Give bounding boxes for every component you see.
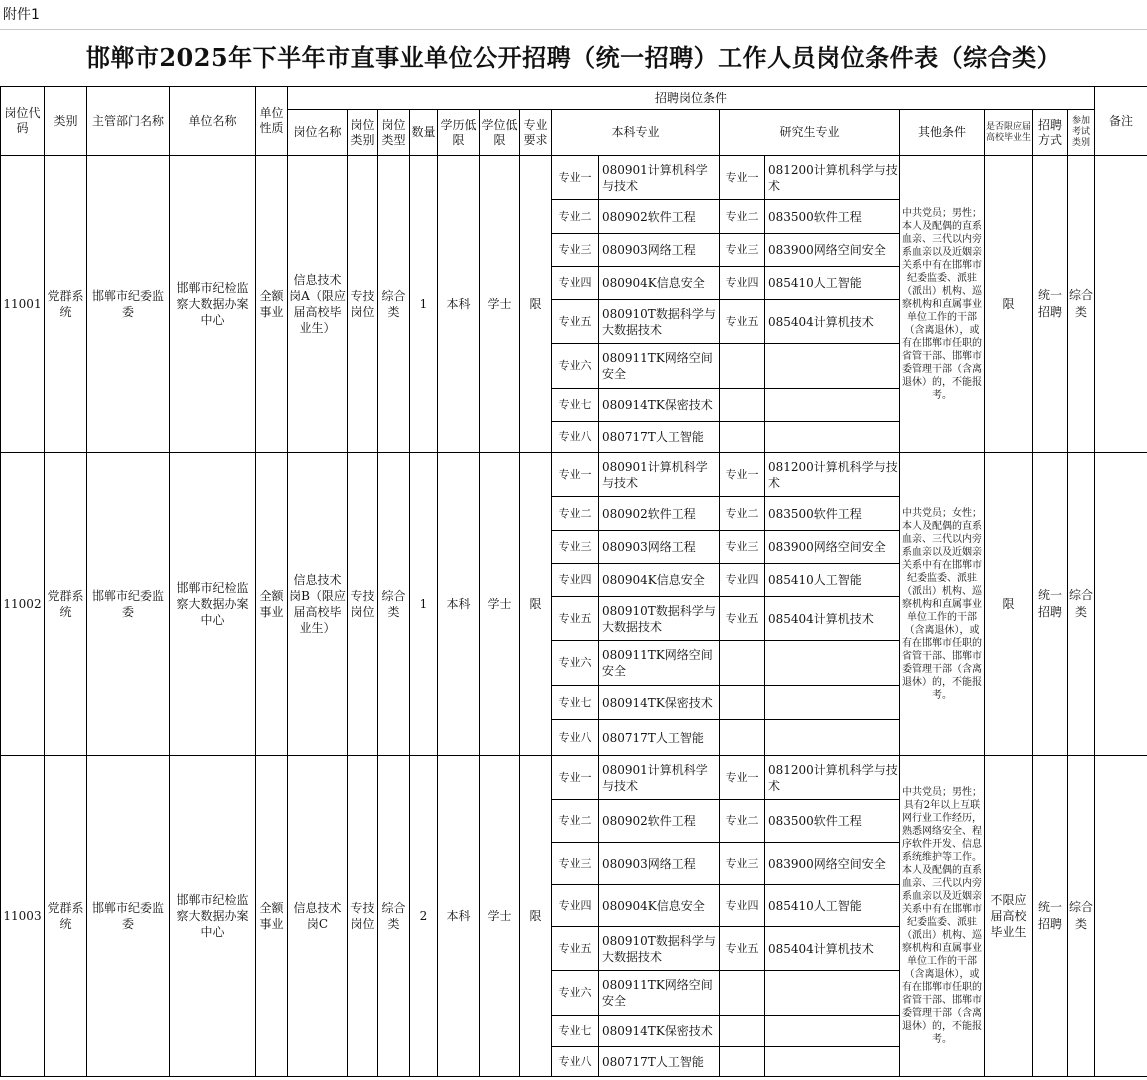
col-remark: 备注 [1095, 87, 1147, 156]
col-major-req: 专业要求 [520, 110, 552, 156]
cell-bachelor-label: 专业八 [552, 1047, 599, 1077]
cell-major-req: 限 [520, 756, 552, 1077]
cell-bachelor-label: 专业二 [552, 800, 599, 843]
cell-bachelor-label: 专业一 [552, 156, 599, 200]
cell-bachelor-major: 080717T人工智能 [599, 1047, 720, 1077]
cell-graduate-major: 083500软件工程 [765, 200, 900, 234]
cell-exam-cat: 综合类 [1068, 453, 1095, 756]
cell-method: 统一招聘 [1033, 156, 1068, 453]
cell-method: 统一招聘 [1033, 756, 1068, 1077]
cell-graduate-major: 085404计算机技术 [765, 597, 900, 641]
cell-graduate-label: 专业三 [720, 234, 765, 267]
col-method: 招聘方式 [1033, 110, 1068, 156]
cell-remark [1095, 756, 1147, 1077]
cell-graduate-major [765, 389, 900, 422]
cell-graduate-label: 专业五 [720, 597, 765, 641]
cell-bachelor-label: 专业一 [552, 453, 599, 497]
cell-bachelor-major: 080904K信息安全 [599, 267, 720, 300]
cell-bachelor-major: 080901计算机科学与技术 [599, 756, 720, 800]
cell-edu: 本科 [438, 453, 480, 756]
cell-post-code: 11002 [1, 453, 45, 756]
cell-graduate-label: 专业二 [720, 497, 765, 531]
cell-dept: 邯郸市纪委监委 [87, 453, 170, 756]
cell-nature: 全额事业 [256, 756, 288, 1077]
cell-bachelor-label: 专业五 [552, 597, 599, 641]
col-post-name: 岗位名称 [288, 110, 348, 156]
cell-category: 党群系统 [45, 756, 87, 1077]
col-nature: 单位性质 [256, 87, 288, 156]
cell-graduate-major [765, 1016, 900, 1047]
cell-dept: 邯郸市纪委监委 [87, 156, 170, 453]
col-other: 其他条件 [900, 110, 985, 156]
cell-exam-cat: 综合类 [1068, 756, 1095, 1077]
cell-edu: 本科 [438, 156, 480, 453]
cell-bachelor-major: 080910T数据科学与大数据技术 [599, 597, 720, 641]
cell-other-conditions: 中共党员；男性；具有2年以上互联网行业工作经历，熟悉网络安全、程序软件开发、信息系统维护等工作。本人及配偶的直系血亲、三代以内旁系血亲以及近姻亲关系中有在邯郸市纪委监委、派驻（派出）机构、巡察机构和直属事业单位工作的干部（含离退休），或有在邯郸市任职的省管干部、邯郸市委管理干部（含离退休）的，不能报考。 [900, 756, 985, 1077]
cell-graduate-label [720, 641, 765, 686]
cell-dept: 邯郸市纪委监委 [87, 756, 170, 1077]
cell-bachelor-major: 080911TK网络空间安全 [599, 344, 720, 389]
cell-bachelor-label: 专业七 [552, 1016, 599, 1047]
cell-graduate-label: 专业二 [720, 800, 765, 843]
cell-bachelor-major: 080911TK网络空间安全 [599, 971, 720, 1016]
cell-bachelor-label: 专业四 [552, 267, 599, 300]
cell-post-type: 综合类 [378, 453, 410, 756]
cell-bachelor-major: 080911TK网络空间安全 [599, 641, 720, 686]
col-bachelor: 本科专业 [552, 110, 720, 156]
cell-bachelor-major: 080902软件工程 [599, 800, 720, 843]
cell-post-name: 信息技术岗C [288, 756, 348, 1077]
attachment-label: 附件1 [0, 0, 1147, 30]
cell-graduate-major [765, 720, 900, 756]
cell-graduate-major: 083900网络空间安全 [765, 843, 900, 885]
col-exam-cat: 参加考试类别 [1068, 110, 1095, 156]
cell-graduate-label: 专业二 [720, 200, 765, 234]
cell-post-type: 综合类 [378, 756, 410, 1077]
cell-post-type: 综合类 [378, 156, 410, 453]
cell-bachelor-label: 专业二 [552, 497, 599, 531]
cell-graduate-major: 081200计算机科学与技术 [765, 453, 900, 497]
cell-graduate-major: 085410人工智能 [765, 267, 900, 300]
cell-graduate-major: 085410人工智能 [765, 564, 900, 597]
cell-graduate-major [765, 422, 900, 453]
cell-method: 统一招聘 [1033, 453, 1068, 756]
cell-bachelor-major: 080904K信息安全 [599, 885, 720, 927]
cell-qty: 2 [410, 756, 438, 1077]
cell-graduate-label [720, 686, 765, 720]
cell-bachelor-label: 专业六 [552, 344, 599, 389]
col-qty: 数量 [410, 110, 438, 156]
cell-graduate-major: 085404计算机技术 [765, 300, 900, 344]
cell-other-conditions: 中共党员；男性；本人及配偶的直系血亲、三代以内旁系血亲以及近姻亲关系中有在邯郸市纪委监委、派驻（派出）机构、巡察机构和直属事业单位工作的干部（含离退休），或有在邯郸市任职的省管干部、邯郸市委管理干部（含离退休）的，不能报考。 [900, 156, 985, 453]
cell-graduate-label [720, 344, 765, 389]
cell-graduate-label: 专业四 [720, 267, 765, 300]
cell-bachelor-major: 080903网络工程 [599, 843, 720, 885]
cell-degree: 学士 [480, 756, 520, 1077]
cell-bachelor-label: 专业七 [552, 389, 599, 422]
col-post-type: 岗位类型 [378, 110, 410, 156]
cell-bachelor-major: 080910T数据科学与大数据技术 [599, 300, 720, 344]
cell-graduate-label: 专业四 [720, 885, 765, 927]
col-degree: 学位低限 [480, 110, 520, 156]
col-edu: 学历低限 [438, 110, 480, 156]
table-body [1, 156, 1147, 1077]
cell-bachelor-label: 专业三 [552, 531, 599, 564]
cell-post-cat: 专技岗位 [348, 453, 378, 756]
cell-bachelor-major: 080903网络工程 [599, 531, 720, 564]
cell-graduate-major: 085410人工智能 [765, 885, 900, 927]
cell-graduate-major: 083500软件工程 [765, 800, 900, 843]
cell-graduate-label [720, 971, 765, 1016]
cell-post-name: 信息技术岗B（限应届高校毕业生） [288, 453, 348, 756]
cell-category: 党群系统 [45, 453, 87, 756]
cell-degree: 学士 [480, 453, 520, 756]
cell-bachelor-label: 专业八 [552, 720, 599, 756]
cell-graduate-label: 专业三 [720, 531, 765, 564]
cell-bachelor-major: 080902软件工程 [599, 200, 720, 234]
cell-graduate-major [765, 344, 900, 389]
col-conditions: 招聘岗位条件 [288, 87, 1095, 110]
cell-graduate-major: 083500软件工程 [765, 497, 900, 531]
cell-bachelor-label: 专业六 [552, 971, 599, 1016]
cell-major-req: 限 [520, 453, 552, 756]
cell-unit: 邯郸市纪检监察大数据办案中心 [170, 756, 256, 1077]
cell-remark [1095, 156, 1147, 453]
cell-graduate-label: 专业一 [720, 756, 765, 800]
cell-nature: 全额事业 [256, 156, 288, 453]
cell-graduate-label [720, 1047, 765, 1077]
cell-bachelor-major: 080717T人工智能 [599, 720, 720, 756]
cell-bachelor-major: 080914TK保密技术 [599, 389, 720, 422]
cell-bachelor-label: 专业五 [552, 927, 599, 971]
cell-post-cat: 专技岗位 [348, 756, 378, 1077]
cell-exam-cat: 综合类 [1068, 156, 1095, 453]
cell-degree: 学士 [480, 156, 520, 453]
cell-bachelor-label: 专业三 [552, 843, 599, 885]
page-title: 邯郸市2025年下半年市直事业单位公开招聘（统一招聘）工作人员岗位条件表（综合类） [85, 43, 1062, 72]
cell-bachelor-label: 专业三 [552, 234, 599, 267]
col-dept: 主管部门名称 [87, 87, 170, 156]
cell-post-cat: 专技岗位 [348, 156, 378, 453]
cell-graduate-major [765, 641, 900, 686]
cell-bachelor-label: 专业四 [552, 564, 599, 597]
cell-graduate-label [720, 1016, 765, 1047]
cell-bachelor-label: 专业一 [552, 756, 599, 800]
cell-unit: 邯郸市纪检监察大数据办案中心 [170, 453, 256, 756]
cell-bachelor-label: 专业七 [552, 686, 599, 720]
table-row [1, 756, 1147, 800]
cell-qty: 1 [410, 453, 438, 756]
cell-remark [1095, 453, 1147, 756]
cell-bachelor-major: 080914TK保密技术 [599, 686, 720, 720]
cell-bachelor-major: 080914TK保密技术 [599, 1016, 720, 1047]
cell-graduate-label: 专业三 [720, 843, 765, 885]
cell-bachelor-major: 080902软件工程 [599, 497, 720, 531]
cell-graduate-label: 专业四 [720, 564, 765, 597]
cell-unit: 邯郸市纪检监察大数据办案中心 [170, 156, 256, 453]
cell-category: 党群系统 [45, 156, 87, 453]
col-post-cat: 岗位类别 [348, 110, 378, 156]
cell-bachelor-major: 080910T数据科学与大数据技术 [599, 927, 720, 971]
cell-other-conditions: 中共党员；女性；本人及配偶的直系血亲、三代以内旁系血亲以及近姻亲关系中有在邯郸市纪委监委、派驻（派出）机构、巡察机构和直属事业单位工作的干部（含离退休），或有在邯郸市任职的省管干部、邯郸市委管理干部（含离退休）的，不能报考。 [900, 453, 985, 756]
cell-graduate-label: 专业五 [720, 927, 765, 971]
cell-graduate-major: 083900网络空间安全 [765, 531, 900, 564]
cell-graduate-major [765, 1047, 900, 1077]
cell-fresh-only: 限 [985, 453, 1033, 756]
col-graduate: 研究生专业 [720, 110, 900, 156]
cell-graduate-major: 085404计算机技术 [765, 927, 900, 971]
cell-bachelor-major: 080717T人工智能 [599, 422, 720, 453]
cell-bachelor-label: 专业二 [552, 200, 599, 234]
col-fresh-only: 是否限应届高校毕业生 [985, 110, 1033, 156]
cell-graduate-major: 083900网络空间安全 [765, 234, 900, 267]
table-row [1, 156, 1147, 200]
cell-graduate-major [765, 686, 900, 720]
cell-edu: 本科 [438, 756, 480, 1077]
cell-bachelor-label: 专业四 [552, 885, 599, 927]
cell-bachelor-label: 专业六 [552, 641, 599, 686]
cell-bachelor-major: 080901计算机科学与技术 [599, 453, 720, 497]
cell-bachelor-label: 专业五 [552, 300, 599, 344]
cell-qty: 1 [410, 156, 438, 453]
cell-graduate-major [765, 971, 900, 1016]
cell-graduate-label [720, 422, 765, 453]
cell-fresh-only: 不限应届高校毕业生 [985, 756, 1033, 1077]
cell-graduate-label [720, 389, 765, 422]
cell-fresh-only: 限 [985, 156, 1033, 453]
cell-major-req: 限 [520, 156, 552, 453]
cell-graduate-label: 专业一 [720, 156, 765, 200]
cell-post-code: 11003 [1, 756, 45, 1077]
cell-graduate-label: 专业五 [720, 300, 765, 344]
cell-graduate-major: 081200计算机科学与技术 [765, 156, 900, 200]
cell-post-name: 信息技术岗A（限应届高校毕业生） [288, 156, 348, 453]
cell-graduate-label [720, 720, 765, 756]
cell-nature: 全额事业 [256, 453, 288, 756]
recruitment-table [0, 86, 1147, 1077]
cell-post-code: 11001 [1, 156, 45, 453]
col-unit: 单位名称 [170, 87, 256, 156]
table-row [1, 453, 1147, 497]
cell-bachelor-major: 080901计算机科学与技术 [599, 156, 720, 200]
cell-bachelor-major: 080904K信息安全 [599, 564, 720, 597]
cell-graduate-label: 专业一 [720, 453, 765, 497]
col-post-code: 岗位代码 [1, 87, 45, 156]
cell-graduate-major: 081200计算机科学与技术 [765, 756, 900, 800]
col-category: 类别 [45, 87, 87, 156]
cell-bachelor-label: 专业八 [552, 422, 599, 453]
cell-bachelor-major: 080903网络工程 [599, 234, 720, 267]
